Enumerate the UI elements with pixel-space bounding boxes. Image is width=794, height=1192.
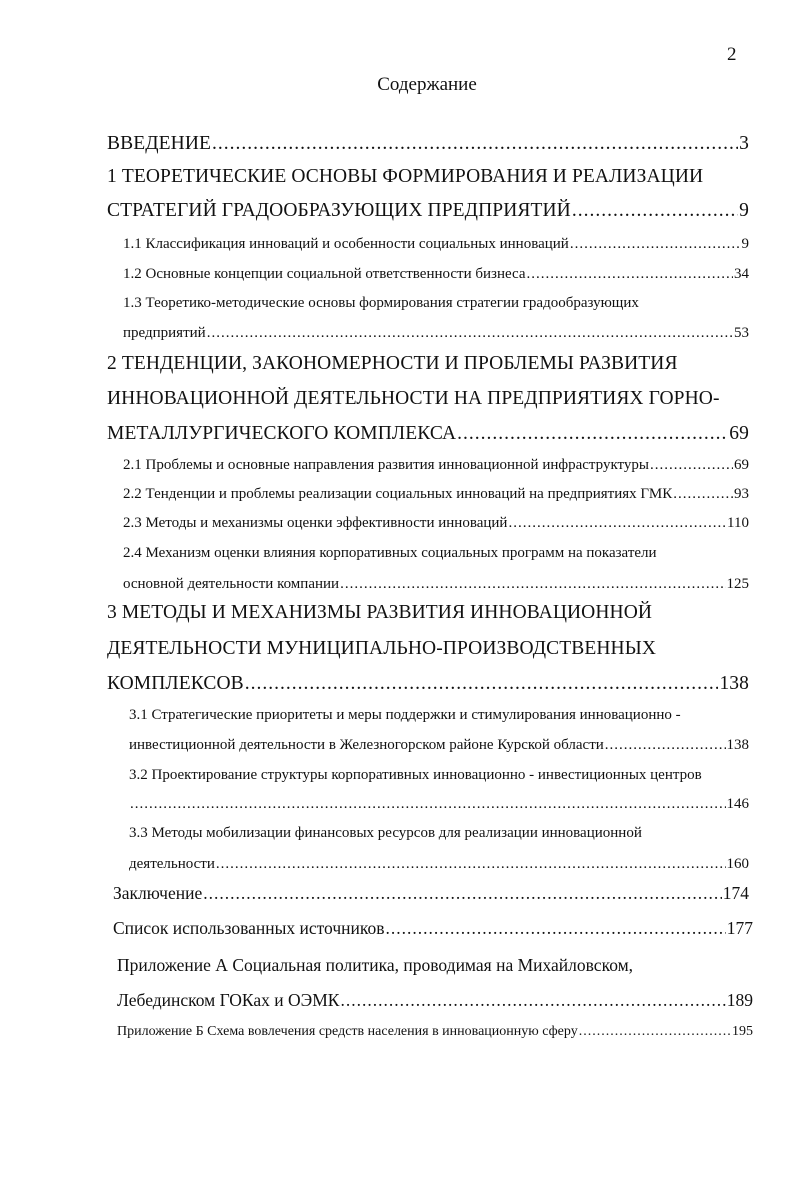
- toc-entry-text: Приложение Б Схема вовлечения средств населения в инновационную сферу: [117, 1024, 578, 1039]
- toc-section-3-3-line-1[interactable]: 3.3 Методы мобилизации финансовых ресурсов для реализации инновационной: [129, 825, 642, 841]
- toc-page-number: 53: [734, 325, 749, 341]
- toc-section-3-1[interactable]: [129, 737, 749, 754]
- toc-page-number: 9: [739, 200, 749, 221]
- toc-appendix-a-line-1[interactable]: Приложение А Социальная политика, проводимая на Михайловском,: [117, 955, 634, 975]
- toc-entry-text: 2.2 Тенденции и проблемы реализации социальных инноваций на предприятиях ГМК: [123, 486, 673, 502]
- toc-page-number: 93: [734, 486, 749, 502]
- toc-entry-text: МЕТАЛЛУРГИЧЕСКОГО КОМПЛЕКСА: [107, 423, 457, 444]
- toc-page-number: 34: [734, 266, 749, 282]
- toc-entry-text: деятельности: [129, 856, 215, 872]
- toc-entry-text: Лебединском ГОКах и ОЭМК: [117, 990, 340, 1010]
- page-title: Содержание: [377, 74, 477, 95]
- leader-dots: [340, 576, 725, 593]
- leader-dots: [245, 673, 719, 695]
- toc-entry-text: Список использованных источников: [113, 918, 385, 938]
- toc-section-3-2-line-1[interactable]: 3.2 Проектирование структуры корпоративных инновационно - инвестиционных центров: [129, 767, 702, 783]
- toc-entry-text: 2.3 Методы и механизмы оценки эффективности инноваций: [123, 515, 508, 531]
- toc-section-1-2[interactable]: [123, 266, 749, 283]
- toc-entry-text: КОМПЛЕКСОВ: [107, 673, 244, 694]
- toc-entry-conclusion[interactable]: [113, 883, 749, 904]
- toc-section-3-1-line-1[interactable]: 3.1 Стратегические приоритеты и меры поддержки и стимулирования инновационно -: [129, 707, 681, 723]
- toc-section-2-3[interactable]: [123, 515, 749, 532]
- leader-dots: [457, 423, 728, 445]
- toc-appendix-a[interactable]: [117, 990, 753, 1011]
- leader-dots: [579, 1024, 731, 1040]
- toc-page-number: 138: [719, 673, 749, 694]
- leader-dots: [650, 457, 733, 474]
- toc-section-2-4-line-1[interactable]: 2.4 Механизм оценки влияния корпоративных социальных программ на показатели: [123, 545, 657, 561]
- leader-dots: [216, 856, 726, 873]
- toc-page-number: 174: [722, 883, 749, 903]
- toc-entry-text: 2.1 Проблемы и основные направления развития инновационной инфраструктуры: [123, 457, 649, 473]
- leader-dots: [340, 990, 725, 1011]
- toc-page-number: 69: [734, 457, 749, 473]
- leader-dots: [130, 796, 726, 813]
- leader-dots: [673, 486, 733, 503]
- leader-dots: [572, 200, 738, 222]
- toc-chapter-1[interactable]: [107, 200, 749, 222]
- toc-entry-text: 1.2 Основные концепции социальной ответственности бизнеса: [123, 266, 526, 282]
- toc-entry-text: предприятий: [123, 325, 206, 341]
- toc-page-number: 3: [739, 133, 749, 154]
- toc-page-number: 160: [726, 856, 749, 872]
- toc-page-number: 69: [729, 423, 749, 444]
- toc-entry-sources[interactable]: [113, 918, 753, 939]
- toc-section-3-3[interactable]: [129, 856, 749, 873]
- toc-section-1-1[interactable]: [123, 236, 749, 253]
- toc-section-1-3[interactable]: [123, 325, 749, 342]
- toc-chapter-3[interactable]: [107, 673, 749, 695]
- toc-entry-text: инвестиционной деятельности в Железногорском районе Курской области: [129, 737, 604, 753]
- leader-dots: [508, 515, 726, 532]
- toc-entry-introduction[interactable]: [107, 133, 749, 155]
- leader-dots: [207, 325, 733, 342]
- toc-chapter-2-line-2[interactable]: ИННОВАЦИОННОЙ ДЕЯТЕЛЬНОСТИ НА ПРЕДПРИЯТИЯХ ГОРНО-: [107, 388, 720, 409]
- toc-page-number: 110: [727, 515, 749, 531]
- toc-chapter-2-line-1[interactable]: 2 ТЕНДЕНЦИИ, ЗАКОНОМЕРНОСТИ И ПРОБЛЕМЫ РАЗВИТИЯ: [107, 353, 678, 374]
- leader-dots: [527, 266, 733, 283]
- toc-section-3-2[interactable]: [129, 796, 749, 813]
- toc-chapter-2[interactable]: [107, 423, 749, 445]
- toc-section-2-2[interactable]: [123, 486, 749, 503]
- leader-dots: [386, 918, 726, 939]
- page-number: 2: [727, 44, 737, 65]
- toc-entry-text: ВВЕДЕНИЕ: [107, 133, 212, 154]
- toc-entry-text: Заключение: [113, 883, 203, 903]
- leader-dots: [203, 883, 722, 904]
- toc-page-number: 125: [726, 576, 749, 592]
- toc-page-number: 189: [726, 990, 753, 1010]
- toc-chapter-1-line-1[interactable]: 1 ТЕОРЕТИЧЕСКИЕ ОСНОВЫ ФОРМИРОВАНИЯ И РЕАЛИЗАЦИИ: [107, 166, 704, 187]
- toc-page-number: 177: [726, 918, 753, 938]
- leader-dots: [570, 236, 741, 253]
- toc-page-number: 138: [726, 737, 749, 753]
- toc-section-2-4[interactable]: [123, 576, 749, 593]
- toc-section-1-3-line-1[interactable]: 1.3 Теоретико-методические основы формирования стратегии градообразующих: [123, 295, 639, 311]
- toc-page-number: 9: [741, 236, 749, 252]
- toc-chapter-3-line-2[interactable]: ДЕЯТЕЛЬНОСТИ МУНИЦИПАЛЬНО-ПРОИЗВОДСТВЕННЫХ: [107, 638, 657, 659]
- leader-dots: [212, 133, 738, 155]
- toc-section-2-1[interactable]: [123, 457, 749, 474]
- toc-page-number: 195: [732, 1024, 753, 1039]
- toc-appendix-b[interactable]: [117, 1024, 753, 1040]
- leader-dots: [605, 737, 726, 754]
- toc-entry-text: СТРАТЕГИЙ ГРАДООБРАЗУЮЩИХ ПРЕДПРИЯТИЙ: [107, 200, 571, 221]
- toc-entry-text: 1.1 Классификация инноваций и особенности социальных инноваций: [123, 236, 569, 252]
- toc-chapter-3-line-1[interactable]: 3 МЕТОДЫ И МЕХАНИЗМЫ РАЗВИТИЯ ИННОВАЦИОННОЙ: [107, 602, 653, 623]
- toc-page-number: 146: [726, 796, 749, 812]
- toc-entry-text: основной деятельности компании: [123, 576, 340, 592]
